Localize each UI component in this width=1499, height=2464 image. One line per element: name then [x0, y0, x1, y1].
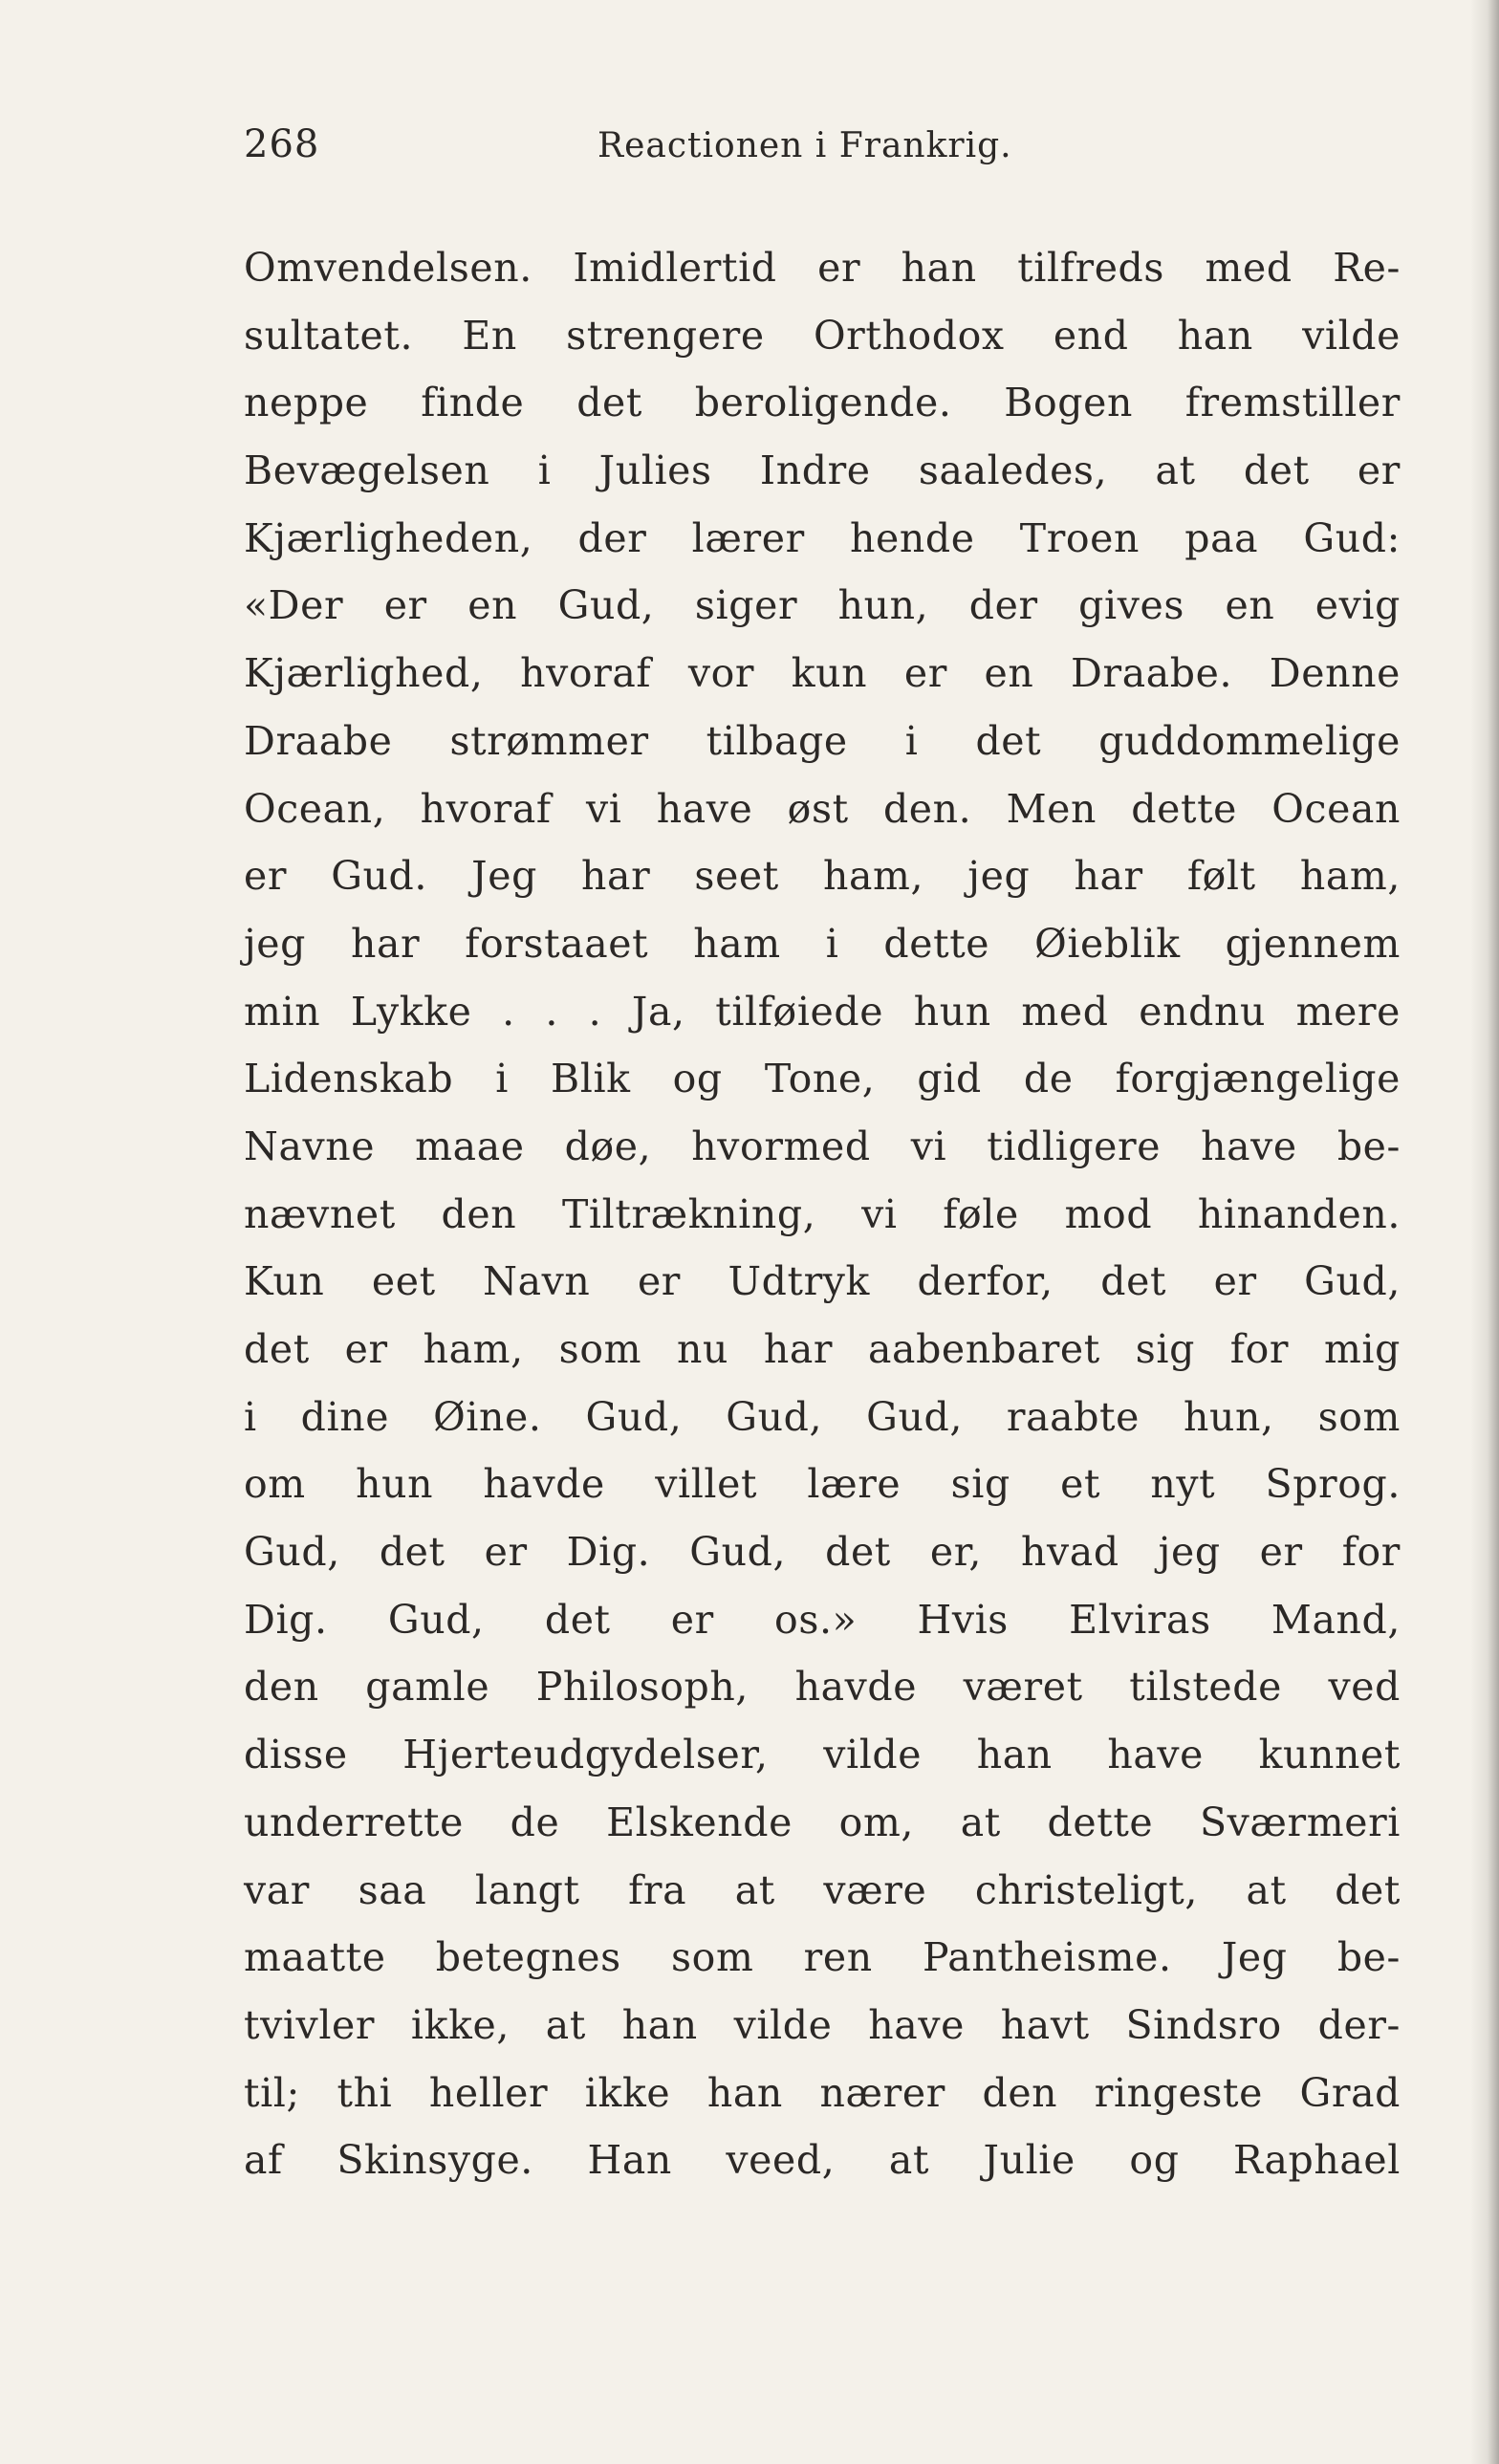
page-edge-shadow	[1470, 0, 1499, 2464]
text-line: nævnet den Tiltrækning, vi føle mod hinanden.	[244, 1190, 1401, 1237]
text-line: er Gud. Jeg har seet ham, jeg har følt ham,	[244, 853, 1401, 900]
text-line: Gud, det er Dig. Gud, det er, hvad jeg er for	[244, 1529, 1401, 1576]
text-line: var saa langt fra at være christeligt, at det	[244, 1866, 1401, 1913]
text-line: disse Hjerteudgydelser, vilde han have kunnet	[244, 1732, 1401, 1778]
text-line: min Lykke . . . Ja, tilføiede hun med endnu mere	[244, 988, 1401, 1035]
text-line: Omvendelsen. Imidlertid er han tilfreds med Re-	[244, 245, 1401, 291]
text-line: Kjærligheden, der lærer hende Troen paa Gud:	[244, 514, 1401, 561]
page-number: 268	[244, 122, 320, 166]
text-line: Lidenskab i Blik og Tone, gid de forgjængelige	[244, 1056, 1401, 1102]
text-line: den gamle Philosoph, havde været tilstede ved	[244, 1664, 1401, 1711]
text-line: maatte betegnes som ren Pantheisme. Jeg be-	[244, 1934, 1401, 1981]
text-line: Kun eet Navn er Udtryk derfor, det er Gud,	[244, 1258, 1401, 1305]
text-line: Dig. Gud, det er os.» Hvis Elviras Mand,	[244, 1596, 1401, 1643]
text-line: det er ham, som nu har aabenbaret sig for mig	[244, 1326, 1401, 1372]
text-line: «Der er en Gud, siger hun, der gives en evig	[244, 582, 1401, 629]
text-line: underrette de Elskende om, at dette Sværmeri	[244, 1799, 1401, 1845]
text-line: sultatet. En strengere Orthodox end han vilde	[244, 312, 1401, 359]
text-line: jeg har forstaaet ham i dette Øieblik gjennem	[244, 920, 1401, 967]
text-line: i dine Øine. Gud, Gud, Gud, raabte hun, som	[244, 1393, 1401, 1440]
text-line: tvivler ikke, at han vilde have havt Sindsro der-	[244, 2001, 1401, 2048]
text-line: Ocean, hvoraf vi have øst den. Men dette Ocean	[244, 785, 1401, 832]
text-line: neppe finde det beroligende. Bogen fremstiller	[244, 380, 1401, 426]
text-line: Bevægelsen i Julies Indre saaledes, at det er	[244, 447, 1401, 494]
text-line: Draabe strømmer tilbage i det guddommelige	[244, 717, 1401, 764]
text-line: om hun havde villet lære sig et nyt Sprog.	[244, 1461, 1401, 1508]
text-line: Navne maae døe, hvormed vi tidligere have be-	[244, 1123, 1401, 1169]
text-line: til; thi heller ikke han nærer den ringeste Grad	[244, 2069, 1401, 2116]
text-line: af Skinsyge. Han veed, at Julie og Raphael	[244, 2137, 1401, 2184]
running-head: Reactionen i Frankrig.	[597, 126, 1012, 165]
body-text	[244, 234, 1401, 2194]
page-header	[244, 122, 1401, 180]
text-line: Kjærlighed, hvoraf vor kun er en Draabe. Denne	[244, 650, 1401, 697]
